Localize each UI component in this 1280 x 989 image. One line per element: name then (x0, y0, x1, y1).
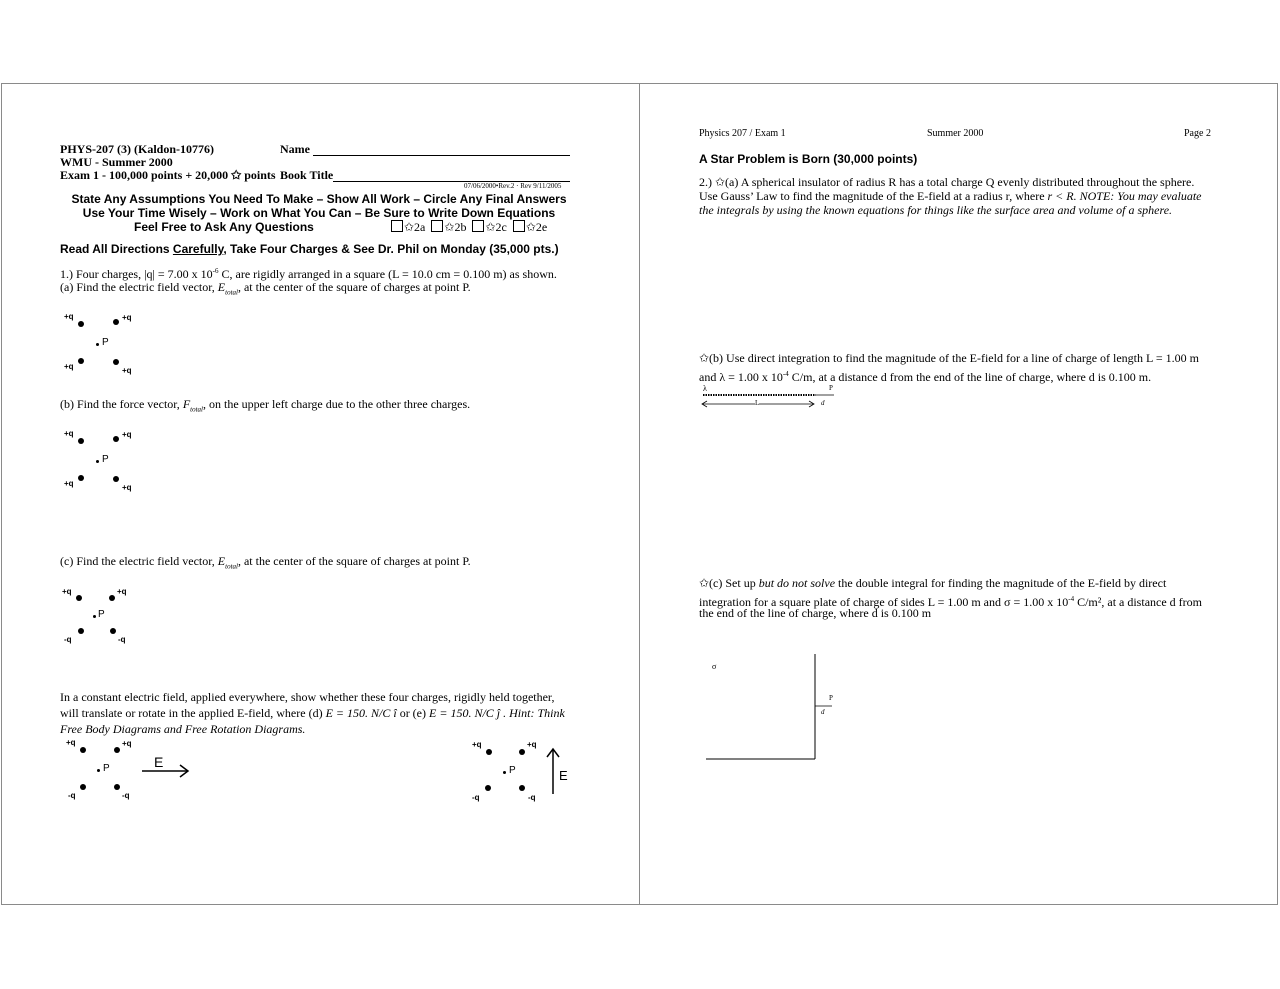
q1de-text-line-3: Free Body Diagrams and Free Rotation Diagrams. (60, 722, 306, 736)
q1-intro-text: 1.) Four charges, |q| = 7.00 x 10 (60, 267, 213, 281)
q2a-line-2-start: Use Gauss’ Law to find the magnitude of the E-field at a radius r, where (699, 189, 1048, 203)
charge-dot (519, 785, 525, 791)
q1a-text (60, 279, 471, 300)
q2c-line-2-end: C/m², at a distance d from (1074, 595, 1202, 609)
charge-dot (485, 785, 491, 791)
page-header-term: Summer 2000 (927, 128, 984, 139)
name-field[interactable] (313, 155, 570, 156)
checkbox-2a-label: ✩2a (404, 220, 426, 234)
star-checkboxes (391, 220, 547, 235)
point-p-dot (97, 769, 100, 772)
q1a-vector: E (217, 280, 226, 294)
charge-label: +q (64, 429, 74, 438)
efield-label: E (154, 754, 164, 770)
square-plate-icon (704, 652, 836, 762)
point-p-label: P (829, 384, 833, 392)
q2b-line-2-start: and λ = 1.00 x 10 (699, 370, 783, 384)
length-label: L (755, 399, 760, 407)
charge-dot (113, 319, 119, 325)
page-divider (639, 83, 640, 905)
point-p-label: P (509, 765, 516, 776)
efield-label: E (559, 768, 568, 783)
section-title-underlined: Carefully (172, 242, 224, 256)
q2a-note: r < R. NOTE: You may evaluate (1047, 189, 1202, 203)
q1de-line-2-start: will translate or rotate in the applied E-field, where (d) (60, 706, 326, 720)
name-label: Name (280, 142, 310, 156)
school-term: WMU - Summer 2000 (60, 155, 173, 169)
sigma-label: σ (712, 662, 717, 671)
lambda-label: λ (703, 384, 707, 393)
book-title-label: Book Title (280, 168, 334, 182)
charge-dot (109, 595, 115, 601)
q1c-text-end: , at the center of the square of charges at point P. (237, 554, 471, 568)
charge-dot (80, 784, 86, 790)
q1a-subscript: total (225, 288, 238, 297)
q1-intro-end: C, are rigidly arranged in a square (L = 10.0 cm = 0.100 m) as shown. (218, 267, 557, 281)
section-title: A Star Problem is Born (30,000 points) (699, 152, 918, 166)
q1a-text-start: (a) Find the electric field vector, (60, 280, 218, 294)
checkbox-2e-label: ✩2e (525, 220, 548, 234)
point-p-label: P (98, 609, 105, 620)
charge-dot (519, 749, 525, 755)
distance-label: d (821, 708, 825, 716)
q1d-field: E = 150. N/C î (325, 706, 397, 720)
q1e-field: E = 150. N/C ĵ (429, 706, 501, 720)
point-p-label: P (829, 694, 833, 702)
charge-dot (114, 784, 120, 790)
charge-label: +q (122, 313, 132, 322)
instructions-line-3: Feel Free to Ask Any Questions (134, 220, 314, 234)
distance-label: d (821, 399, 825, 407)
section-title (60, 242, 559, 256)
charge-label: -q (118, 635, 126, 644)
q2c-text-line-1 (699, 575, 1166, 591)
q2b-exponent: -4 (782, 370, 789, 378)
charge-label: +q (472, 740, 482, 749)
q1b-text-start: (b) Find the force vector, (60, 397, 183, 411)
checkbox-2c[interactable] (472, 220, 484, 232)
charge-label: -q (68, 791, 76, 800)
charge-label: +q (117, 587, 127, 596)
q2b-line-2-end: C/m, at a distance d from the end of the line of charge, where d is 0.100 m. (788, 370, 1152, 384)
charge-label: +q (62, 587, 72, 596)
q1-exponent: -6 (212, 267, 219, 275)
q1c-text-start: (c) Find the electric field vector, (60, 554, 218, 568)
point-p-label: P (102, 337, 109, 348)
q2a-text-line-1: 2.) ✩(a) A spherical insulator of radius R has a total charge Q evenly distributed throughout the sphere. (699, 175, 1195, 189)
charge-label: -q (64, 635, 72, 644)
charge-label: -q (528, 793, 536, 802)
q2b-text-line-2 (699, 366, 1151, 385)
instructions-line-2: Use Your Time Wisely – Work on What You Can – Be Sure to Write Down Equations (82, 206, 556, 220)
point-p-dot (96, 343, 99, 346)
q1de-text-line-1: In a constant electric field, applied everywhere, show whether these four charges, rigidly held together, (60, 690, 555, 704)
q1de-text-line-2 (60, 705, 565, 721)
charge-dot (78, 438, 84, 444)
point-p-dot (93, 615, 96, 618)
charge-label: +q (64, 362, 74, 371)
q2c-line-1-end: the double integral for finding the magnitude of the E-field by direct (835, 576, 1167, 590)
course-title: PHYS-207 (3) (Kaldon-10776) (60, 142, 214, 156)
charge-label: +q (66, 738, 76, 747)
revision-note: 07/06/2000•Rev.2 · Rev 9/11/2005 (464, 182, 562, 190)
charge-label: +q (527, 740, 537, 749)
charge-label: -q (122, 791, 130, 800)
charge-dot (78, 475, 84, 481)
q1b-vector: F (182, 397, 191, 411)
q2c-emphasis: but do not solve (758, 576, 836, 590)
checkbox-2c-label: ✩2c (485, 220, 507, 234)
checkbox-2b[interactable] (431, 220, 443, 232)
section-title-end: , Take Four Charges & See Dr. Phil on Monday (35,000 pts.) (223, 242, 559, 256)
charge-label: -q (472, 793, 480, 802)
q2a-text-line-3: the integrals by using the known equations for things like the surface area and volume of a sphere. (699, 203, 1173, 217)
charge-dot (76, 595, 82, 601)
point-p-label: P (102, 454, 109, 465)
q1b-subscript: total (190, 405, 203, 414)
charge-dot (486, 749, 492, 755)
q1a-text-end: , at the center of the square of charges at point P. (237, 280, 471, 294)
q2c-text-line-3: the end of the line of charge, where d is 0.100 m (699, 606, 932, 620)
q1c-text (60, 553, 471, 574)
charge-dot (113, 476, 119, 482)
charge-label: +q (64, 479, 74, 488)
line-of-charge-icon (700, 391, 840, 411)
charge-label: +q (122, 430, 132, 439)
q1de-hint: . Hint: Think (500, 706, 565, 720)
instructions-line-1: State Any Assumptions You Need To Make – Show All Work – Circle Any Final Answers (71, 192, 567, 206)
charge-label: +q (64, 312, 74, 321)
point-p-label: P (103, 763, 110, 774)
charge-dot (78, 358, 84, 364)
q1b-text (60, 396, 470, 417)
q1c-vector: E (217, 554, 226, 568)
exam-points: Exam 1 - 100,000 points + 20,000 ✩ points (60, 168, 276, 182)
checkbox-2a[interactable] (391, 220, 403, 232)
charge-dot (113, 359, 119, 365)
charge-label: +q (122, 483, 132, 492)
q2c-exponent: -4 (1068, 595, 1075, 603)
point-p-dot (96, 460, 99, 463)
page-header-course: Physics 207 / Exam 1 (699, 128, 786, 139)
charge-dot (114, 747, 120, 753)
q2b-text-line-1: ✩(b) Use direct integration to find the magnitude of the E-field for a line of charge of length L = 1.00 m (699, 351, 1200, 365)
q1de-or: or (e) (396, 706, 430, 720)
checkbox-2b-label: ✩2b (444, 220, 467, 234)
charge-label: +q (122, 366, 132, 375)
efield-up-arrow-icon (546, 747, 560, 795)
efield-right-arrow-icon (142, 764, 190, 778)
q1c-subscript: total (225, 562, 238, 571)
point-p-dot (503, 771, 506, 774)
page-number: Page 2 (1184, 128, 1211, 139)
charge-dot (78, 321, 84, 327)
charge-label: +q (122, 739, 132, 748)
q2c-line-1-start: ✩(c) Set up (699, 576, 759, 590)
charge-dot (78, 628, 84, 634)
q2c-line-2-start: integration for a square plate of charge of sides L = 1.00 m and σ = 1.00 x 10 (699, 595, 1069, 609)
section-title-start: Read All Directions (60, 242, 173, 256)
charge-dot (110, 628, 116, 634)
q1b-text-end: , on the upper left charge due to the other three charges. (203, 397, 471, 411)
charge-dot (80, 747, 86, 753)
charge-dot (113, 436, 119, 442)
checkbox-2e[interactable] (513, 220, 525, 232)
